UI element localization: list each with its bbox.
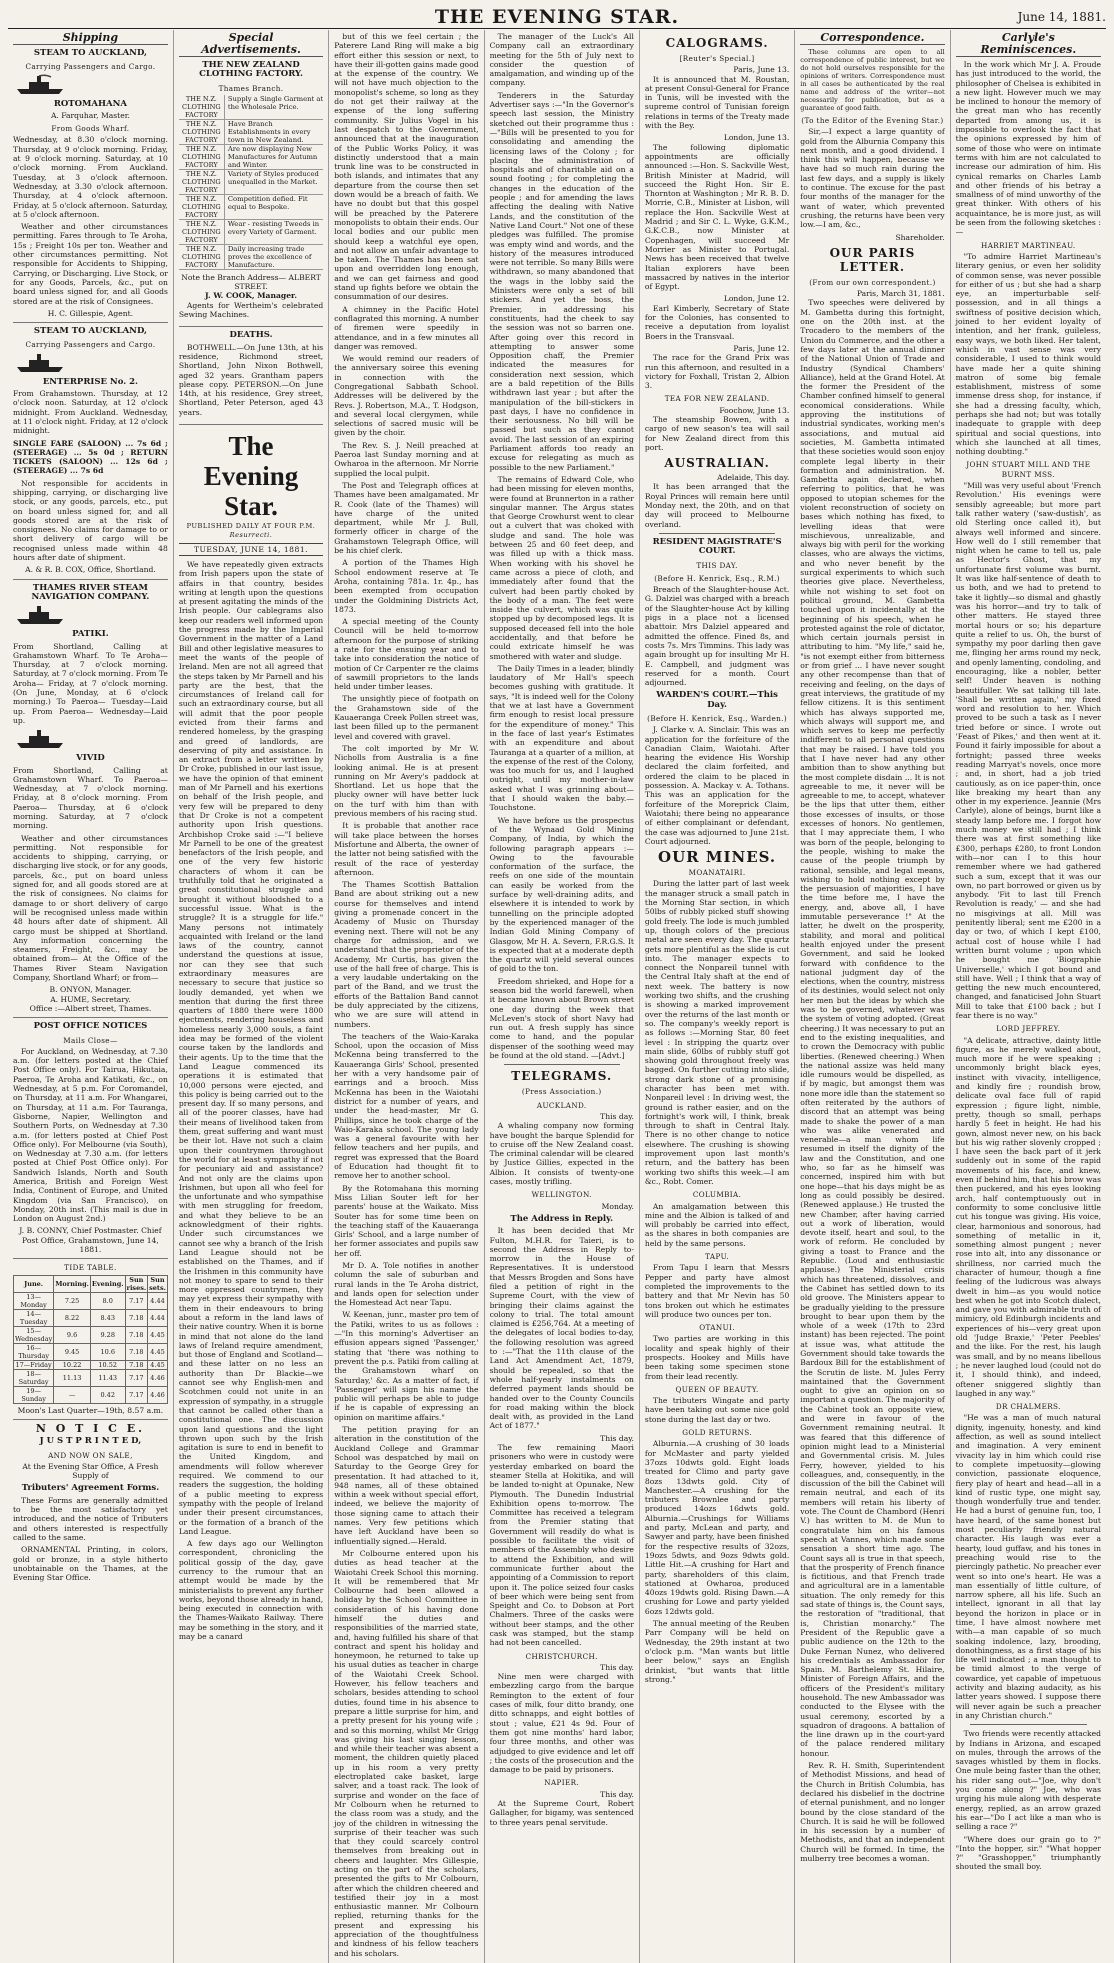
clothing-feature-text: Variety of Styles produced unequalled in the Market. xyxy=(227,169,319,186)
agent-signature: A. & R. B. COX, Office, Shortland. xyxy=(25,565,156,575)
tide-cell: 9.6 xyxy=(54,1326,91,1343)
calograms-heading: CALOGRAMS. xyxy=(665,36,769,50)
tide-cell: 13—Monday xyxy=(14,1292,54,1309)
letter-address: (To the Editor of the Evening Star.) xyxy=(801,116,944,125)
article-paragraph: Alburnia.—A crushing of 30 loads for McMaster and party yielded 37ozs 10dwts gold. Eight loads treated for Climo and party gave 8ozs 13dwts gold. City of Manchester.—A crushing for the tributers Brownlee and party produced 14ozs 16dwts gold. Alburnia.—Crushings for Williams and party, McLean and party, and Sawyer and party, have been finished for the respective results of 32ozs, 19ozs 5dwts, and 9ozs 9dwts gold. Little Hit.—A crushing for Hart and party, shareholders of this claim, stationed at Owharoa, produced 40ozs 19dwts gold. Rising Dawn.—A crushing for Lowe and party yielded 6ozs 12dwts gold. xyxy=(644,1439,790,1616)
article-paragraph: Earl Kimberly, Secretary of State for the Colonies, has consented to receive a deputation from loyalist Boers in the Transvaal. xyxy=(644,303,790,341)
column-correspondence xyxy=(795,30,950,1963)
letter-body: Sir,—I expect a large quantity of gold from the Alburnia Company this next month, and a good dividend. I think this will happen, because we have had so much rain during the last few days, and a supply is likely to continue. The excuse for the past four months of the manager for the want of water, which prevented crushing, the returns have been very low.—I am, &c., xyxy=(800,127,945,230)
article-paragraph: Two friends were recently attacked by Indians in Arizona, and escaped on mules, through the arrows of the savages whistled by them in flocks. One mule being faster than the other, his rider sang out—"Joe, why don't you come along ?" Joe, who was urging his mule along with desperate energy, replied, as an arrow grazed his ear—"Do I act like a man who is selling a race ?" xyxy=(955,1729,1101,1832)
moon-phase: Moon's Last Quarter—19th, 8.57 a.m. xyxy=(17,1405,164,1415)
dateline: Adelaide, This day. xyxy=(717,473,790,483)
section-subtitle: Mails Close— xyxy=(63,1035,118,1045)
article-paragraph: Freedom shrieked, and Hope for a season bid the world farewell, when it became known about Brown street one day during the week that McLeven's stock of short Navy had run out. A fresh supply has since come to hand, and the popular dispenser of the soothing weed may be found at the old stand. —[Advt.] xyxy=(489,976,634,1061)
calograms-source: [Reuter's Special.] xyxy=(679,54,755,63)
column-calograms-mines xyxy=(640,30,795,1963)
column-special-ads xyxy=(174,30,329,1963)
article-paragraph: The Daily Times in a leader, blindly laudatory of Mr Hall's speech becomes gushing with gratitude. It says, "It is indeed well for the Colony that we at last have a Government firm enough to resist local pressure for the expenditure of money." This in the face of last year's Estimates with an expenditure and about Tauranga at a quarter of a million, at the expense of the rest of the Colony, was too much for us, and I laughed outright, until my mother-in-law asked what I was grinning about—that I should waken the baby.—Touchstone. xyxy=(489,663,634,813)
table-row xyxy=(14,1369,168,1386)
ship-name: ENTERPRISE No. 2. xyxy=(42,376,139,387)
manager-signature: J. W. COOK, Manager. xyxy=(205,291,297,301)
schedule-text: From Grahamstown. Thursday, at 12 o'clock noon. Saturday, at 12 o'clock midnight. From Auckland. Wednesday, at 11 o'clock night. Friday, at 12 o'clock midnight. xyxy=(13,389,168,436)
article-paragraph: The manager of the Luck's All Company call an extraordinary meeting for the 5th of July next to consider the question of amalgamation, and winding up of the company. xyxy=(489,32,634,88)
article-paragraph: A whaling company now forming have bought the barque Splendid for to cruise off the New Zealand coast. The criminal calendar will be cleared by Justice Gillies, expected in the Albion. It consists of twenty-one cases, mostly trifling. xyxy=(489,1121,634,1187)
dateline-day: This day. xyxy=(600,1433,634,1443)
article-paragraph: "He was a man of much natural dignity, ingenuity, honesty, and kind affection, as well as sound intellect and imagination. A very eminent vivacity lay in him which could rise to complete impetuosity—glowing conviction, passionate eloquence, fiery play of heart and head—all in a kind of rustic type, one might say, though wonderfully true and tender. He had a burst of genuine fun, too, I have heard, of the same honest but most peculiarly friendly natural character. His laugh was ever a hearty, loud guffaw, and his tones in preaching would rise to the piercingly pathetic. No preacher ever went so into one's heart. He was a man essentially of little culture, of narrow sphere, all his life. Such an intellect, ignorant in all that lay beyond the horizon in place or in time, I have almost nowhere met with—a man capable of so much soaking indolence, lazy, brooding, donothingness, as a first stage of his life well indicated ; a man thought to be timid almost to the verge of cowardice, yet capable of impetuous activity and blazing audacity, as his latter years showed. I suppose there will never again be such a preacher in any Christian church." xyxy=(955,1413,1101,1720)
article-paragraph: Nine men were charged with embezzling cargo from the barque Remington to the extent of four cases of milk, four ditto brandy, one ditto schnapps, and eight bottles of stout ; value, £21 4s 9d. Four of them got nine months' hard labor, four three months, and other was adjudged to give evidence and let off ; the costs of the prosecution and the damage to be paid by prisoners. xyxy=(489,1672,634,1775)
table-row xyxy=(14,1343,168,1360)
tide-cell: 4.44 xyxy=(148,1309,168,1326)
clothing-brand-label: THE N.Z. CLOTHING FACTORY xyxy=(179,120,225,144)
fare-table: SINGLE FARE (SALOON) ... 7s 6d ; (STEERAGE) ... 5s 0d ; RETURN TICKETS (SALOON) ... 12s 6d ; (STEERAGE) ... 7s 6d xyxy=(13,438,168,476)
article-paragraph: Rev. R. H. Smith, Superintendent of Methodist Missions, and head of the Church in British Columbia, has declared his disbelief in the doctrine of eternal punishment, and no longer bound by the close standard of the Church. It is said he will be followed in his secession by a number of Methodists, and that an independent Church will be formed. In time, the mulberry tree becomes a woman. xyxy=(800,1761,945,1864)
list-item xyxy=(179,145,323,170)
article-paragraph: It has been arranged that the Royal Princes will remain here until Monday next, the 20th, and on that day will proceed to Melbourne overland. xyxy=(644,482,790,529)
paris-letter-source: (From our own correspondent.) xyxy=(809,277,936,287)
clothing-feature-text: Wear - resisting Tweeds in every Variety of Garment. xyxy=(227,219,320,236)
clothing-brand-label: THE N.Z. CLOTHING FACTORY xyxy=(179,170,225,194)
ad-thames-river-navigation xyxy=(13,584,168,1019)
notice-body: These Forms are generally admitted to be the most satisfactory yet introduced, and the notice of Tributers and others interested is respectfully called to the same. xyxy=(13,1495,168,1542)
article-paragraph: Two speeches were delivered by M. Gambetta during this fortnight, one on the 20th inst. at the Trocadero to the members of the Union du Commerce, and the other a few days later at the annual dinner of the National Union of Trade and Industry (Syndical Chambers' Alliance), held at the Grand Hotel. At the former the President of the Chamber confined himself to general economical considerations. While approving the institutions of industrial syndicates, working men's associations, and mutual aid societies, M. Gambetta intimated that these societies would soon enjoy complete legal liberty in their formation and administration. M. Gambetta again declared, when referring to politics, that he was opposed to utopian schemes for the violent reconstruction of society on bases which nothing has fixed, to levelling ideas that were mischievous, unrealizable, and always big with peril for the working classes, who are always the victims, and who never benefit by the surgical experiments to which such theories give place. Nevertheless, while not wishing to set foot on political ground, M. Gambetta touched upon it incidentally at the beginning of his speech, when he protested against the role of dictator, which certain journals persist in attributing to him. "My life," said he, "is not exempt either from bitterness or from grief ... I have never sought any other recompense than that of receiving and feeling, on the days of great interviews, the gratitude of my fellow citizens. It is this sentiment which has always supported me, which always will support me, and which serves to keep me perfectly indifferent to all personal questions that may be raised. I have told you that I have never had any other ambition than to show anything but the most complete disdain ... It is not agreeable to me, it never will be agreeable to me, to accept, whatever be the lips that utter them, either those excesses of insults, or those excesses of honors. No gentlemen, that I may appreciate them, I who was born of the people, belonging to the people, wishing to make the cause of the people triumph by rational, sensible, and legal means, wishing to hold nothing except by the persuasion of majorities, I have the time before me, I have the energy, and, above all, I have immutable perseverance !" At the latter, he dwelt on the prosperity, stability, and moral and political health enjoyed under the present Government, and said he looked forward with confidence to the national judgment day of the elections, when the country, mistress of its destinies, would select not only her men but the ideas by which she was to be governed, whatever was the system of voting adopted. (Great cheering.) It was necessary to put an end to the existing inequalities, and to crown the Democracy with public liberties. (Renewed cheering.) When the national assize was held many idle rumours would be dispelled, as if by magic, but amongst them was none more idle than the statement so often reiterated by the authors of discord that an attempt was being made to shake the power of a man who was alike venerated and venerable—a man whom life resumed in itself the dignity of the law and the Constitution, and one who, so far as he himself was concerned, inspired him with but one hope—that his days might be as long as could possibly be desired. (Renewed applause.) He trusted the new Chamber, after having carried out a work of liberation, would devote itself, heart and soul, to the work of reform. He concluded by giving a toast to France and the Republic. (Loud and enthusiastic applause.) The Ministerial crisis which has threatened, dissolves, and the Cabinet has settled down to its old groove. The Ministers appear to be gradually yielding to the pressure brought to bear upon them by the whole of a week (17th to 23rd instant) has been rejected. The point at issue was, what attitude the Government should take towards the Bardoux Bill for the establishment of the Scrutin de liste. M. Jules Ferry maintained that the Government ought to give an opinion on so important a question. The majority of the Cabinet took an opposite view, and were in favour of the Government remaining neutral. It was feared that this difference of opinion might lead to a Ministerial and Governmental crisis. M. Jules Ferry, however, yielded to his colleagues, and, consequently, in the discussion of the bill the Cabinet will remain neutral, and each of its members will retain his liberty of vote. The Count de Chambord (Henri V.) has written to M. de Mun to congratulate him on his famous speech at Vannes, which made some sensation a short time ago. The Count says all is true in that speech, that the prosperity of French finance is fictitious, and that French trade and agricultural are in a lamentable situation. The only remedy for this sad state of things is, the Count says, the restoration of "traditional, that is, Christian monarchy." The President of the Republic gave a public audience on the 12th to the Duke Fernan Nunez, who delivered his credentials as Ambassador for Spain. M. Barthelemy St. Hilaire, Minister of Foreign Affairs, and the officers of the President's military household. The new Ambassador was conducted to the Elysee with the usual ceremony, escorted by a squadron of dragoons. A battalion of the line drawn up in the court-yard of the palace rendered military honour. xyxy=(800,298,945,1758)
table-row xyxy=(14,1326,168,1343)
tide-cell: 18—Saturday xyxy=(14,1369,54,1386)
correspondence-header: Correspondence. xyxy=(800,32,944,45)
list-item xyxy=(179,220,323,245)
article-paragraph: Tenderers in the Saturday Advertiser says :—"In the Governor's speech last session, the Ministry sketched out their programme thus :—"Bills will be presented to you for consolidating and amending the licensing laws of the Colony ; for placing the administration of hospitals and of charitable aid on a sound footing ; for completing the changes in the education of the people ; and for amending the laws affecting the dealing with Native Lands, and the constitution of the Native Land Court." Not one of these pledges was fulfilled. The promise was empty wind and words, and the history of the measures introduced were not terrible. So many Bills were withdrawn, so many abandoned that the wags in the lobby said the Ministers were only a set of bill stickers. And yet the boss, the Premier, in addressing his constituents, had the cheek to say the session was not so barren one. After going over this record in attempting to answer some Opposition chaff, the Premier indicated the measures for consideration next session, which are a bald repetition of the Bills withdrawn last year ; but after the manipulation of the bill-stickers in past days, I have no confidence in their seriousness. No bill will be passed but such as they cannot avoid. The last session of an expiring Parliament affords too ready an excuse for relegating as much as possible to the new Parliament." xyxy=(489,90,634,472)
ad-steam-auckland-1 xyxy=(13,49,168,323)
post-office-notices xyxy=(13,1022,168,1259)
carlyle-header: Carlyle's Reminiscences. xyxy=(956,32,1101,57)
tide-cell: 7.18 xyxy=(125,1343,148,1360)
dateline-napier: NAPIER. xyxy=(544,1778,580,1788)
ad-title: STEAM TO AUCKLAND, xyxy=(33,48,147,58)
editorial-date: TUESDAY, JUNE 14, 1881. xyxy=(179,543,323,556)
article-paragraph: "Where does our grain go to ?" "Into the hopper, sir." "What hopper ?" "Grasshopper," triumphantly shouted the small boy. xyxy=(955,1834,1101,1872)
article-paragraph: "A delicate, attractive, dainty little figure, as he merely walked about, much more if he were speaking ; uncommonly bright black eyes, instinct with vivacity, intelligence, and kindly fire ; roundish brow, delicate oval face full of rapid expression ; figure light, nimble, pretty, though so small, perhaps hardly 5 feet in height. He had his gown, almost never new, on his back but his wig rather slovenly cropped ; I have seen the back part of it jerk suddenly out in some of the rapid movements of his face, and knew, even if behind him, that his brow was then puckered, and his eyes looking arch, half contemptuously out in conformity to some conclusive little cut his tongue was giving. His voice, clear, harmonious and sonorous, had something of metallic in it, something almost pungent ; never rose into alt, into any dissonance or shrillness, nor carried much the character of humour, though a fine feeling of the ludicrous was always dwelt in him—as you would notice best when he got into Scotch dialect, and gave you with admirable truth of mimicry, old Edinburgh incidents and experiences of his—very great upon old 'Judge Braxie,' 'Peter Peebles' and the like. For the rest, his laugh was small, and by no means libellous ; he never laughed loud (could not do it, I should think), and indeed, oftener sniggered slightly than laughed in any way." xyxy=(955,1035,1101,1398)
dateline: London, June 12. xyxy=(723,294,790,304)
tide-cell: — xyxy=(54,1386,91,1403)
article-paragraph: The steamship Bowen, with a cargo of new season's tea will sail for New Zealand direct from this port. xyxy=(644,414,790,452)
article-paragraph: The tributers Wingate and party have been taking out some nice gold stone during the last day or two. xyxy=(644,1396,790,1424)
dateline-day: Monday. xyxy=(601,1201,634,1211)
article-paragraph: The unsightly piece of footpath on the Grahamstown side of the Kauaeranga Creek Pollen street was, last been filled up to the permanent level and covered with gravel. xyxy=(334,694,479,741)
article-paragraph: but of this we feel certain ; the Paterere Land Ring will make a big effort either this session or next, to have their ill-gotten gains made good at the expense of the country. We will not have much objection to the monopolist's scheme, so long as they do not get their railway at the expense of the long suffering community. Sir Julius Vogel in his last despatch to the Government, announced that at the inauguration of the Public Works Policy, it was distinctly understood that a main trunk line was to be constructed in both islands, and intimates that any departure from the course then set down would be a breach of faith. We have no doubt but that this gospel will be preached by the Paterere monopolists to obtain their ends. Our local bodies and our public men should keep a watchful eye open, and not allow an unfair advantage to be taken. The Thames has been sat upon and overridden long enough, and we can get fairness and good stand up fights before we obtain the consummation of our desires. xyxy=(334,32,479,302)
agent-signature: A. HUME, Secretary. xyxy=(50,994,131,1004)
tide-column-header: June. xyxy=(14,1275,54,1292)
branch-address: Note the Branch Address— ALBERT STREET. xyxy=(181,272,321,292)
dateline-wellington: WELLINGTON. xyxy=(531,1190,592,1200)
special-ads-header: Special Advertisements. xyxy=(179,32,323,57)
article-paragraph: A chimney in the Pacific Hotel conflagrated this morning. A number of firemen were speedily in attendance, and in a few minutes all danger was removed. xyxy=(334,304,479,351)
tide-cell: 7.18 xyxy=(125,1309,148,1326)
article-paragraph: By the Rotomahana this morning Miss Lilian Souter left for her parents' house at the Waikato. Miss Souter has for some time been on the teaching staff of the Kauaeranga Girls' School, and a large number of her former associates and pupils saw her off. xyxy=(334,1183,479,1258)
clothing-feature-text: Have Branch Establishments in every town in New Zealand. xyxy=(227,119,311,144)
article-paragraph: It is announced that M. Roustan, at present Consul-General for France in Tunis, will be invested with the supreme control of Tunisian foreign relations in terms of the Treaty made with the Bey. xyxy=(644,74,790,131)
section-title: DEATHS. xyxy=(229,330,273,341)
departure-wharf: From Goods Wharf. xyxy=(51,124,130,134)
tide-cell: 7.17 xyxy=(125,1386,148,1403)
ship-name: ROTOMAHANA xyxy=(53,98,128,109)
ad-steam-auckland-2 xyxy=(13,327,168,580)
mine-name: MOANATAIRI. xyxy=(688,868,746,878)
mine-name: QUEEN OF BEAUTY. xyxy=(675,1384,759,1394)
ad-title: THAMES RIVER STEAM NAVIGATION COMPANY. xyxy=(31,582,150,602)
article-paragraph: The Rev. S. J. Neill preached at Paeroa last Sunday morning and at Owharoa in the afternoon. Mr Norrie supplied the local pulpit. xyxy=(334,440,479,478)
agents-note: Agents for Wertheim's celebrated Sewing Machines. xyxy=(178,300,324,320)
mine-name: TAPU. xyxy=(705,1252,730,1262)
clothing-brand-label: THE N.Z. CLOTHING FACTORY xyxy=(179,220,225,244)
clothing-feature-text: Are now displaying New Manufactures for Autumn and Winter. xyxy=(227,144,318,169)
telegrams-source: (Press Association.) xyxy=(521,1087,602,1097)
article-paragraph: The remains of Edward Cole, who had been missing for eleven months, were found at Brunnerton in a rather singular manner. The Argus states that George Crowhurst went to clear out a culvert that was choked with sludge and sand. The hole was between 25 and 60 feet deep, and was filled up with a thick mass. When working with his shovel he came across a piece of cloth, and immediately after found that the culvert had been partly choked by the body of a man. The feet were inside the culvert, which was quite stopped up by decomposed legs. It is supposed deceased fell into the hole accidentally, and that before he could extricate himself he was smothered with water and sludge. xyxy=(489,474,634,661)
mine-name: COLUMBIA. xyxy=(692,1190,742,1200)
article-paragraph: J. Clarke v. A. Sinclair. This was an application for the forfeiture of the Canadian Claim, Waiotahi. After hearing the evidence His Worship declared the claim forfeited, and ordered the claim to be placed in possession. A. Mackay v. A. Tothans. This was an application for the forfeiture of the Moreprick Claim, Waiotahi; there being no appearance of either complainant or defendant, the case was adjourned to June 21st. Court adjourned. xyxy=(644,725,790,846)
ad-title: THE NEW ZEALAND CLOTHING FACTORY. xyxy=(199,60,303,80)
list-item xyxy=(179,170,323,195)
dateline-day: This day. xyxy=(600,1662,634,1672)
article-paragraph: A special meeting of the County Council will be held to-morrow afternoon for the purpose of striking a rate for the ensuing year and to take into consideration the notice of motion of Cr Carpenter re the claims of sawmill proprietors to the lands held under timber leases. xyxy=(334,617,479,692)
mail-schedule: For Auckland, on Wednesday, at 7.30 a.m. (for letters posted at the Chief Post Office only). For Tairua, Hikutaia, Paeroa, Te Aroha and Katikati, &c., on Wednesday, at 5 p.m. For Coromandel, on Thursday, at 11 a.m. For Whangarei, on Thursday, at 11 a.m. For Tauranga, Gisborne, Napier, Wellington and Southern Ports, on Wednesday at 7.30 a.m. (for letters posted at Chief Post Office only). For Melbourne (via South), on Wednesday at 7.30 a.m. (for letters posted at Chief Post Office only). For Sandwich Islands, North and South America, British and Foreign West India, Continent of Europe, and United Kingdom (via San Francisco), on Monday, 20th inst. (This mail is due in London on August 2nd.) xyxy=(13,1046,168,1224)
tide-cell: 17—Friday xyxy=(14,1360,54,1369)
article-paragraph: "Mill was very useful about 'French Revolution.' His evenings were sensibly agreeable; but more part talk rather watery ('saw-dustish', as old Sterling once called it), but always well informed and sincere. How well do I still remember that night when he came to tell us, pale as Hector's Ghost, that my unfortunate first volume was burnt. It was like half-sentence of death to us both, and we had to pretend to take it lightly—so dismal and ghastly was his horror—and try to talk of other matters. He stayed three mortal hours or so; his departure quite a relief to us. Oh, the burst of sympathy my poor darling then gave me, flinging her arms round my neck, and openly lamenting, condoling, and encouraging, like a nobler, better self! Under heaven is nothing beautifuller. We sat talking till late. 'Shall be written again,' my fixed word and resolution to her. Which proved to be such a task as I never tried before or since. I wrote out 'Feast of Pikes,' and then went at it. Found it fairly impossible for about a fortnight; passed three weeks reading Marryat's novels, once more ; and, in short, had a job tried cautiously, as on ice paper-thin, once like breaking my heart than any other in my experience. Jeannie (Mrs Carlyle), alone of beings, burnt like a steady lamp before me. I forgot how much money we still had ; I think there was at first something like £300, perhaps £280, to front London with—nor can I to this hour remember where we had gathered such a sum, except that it was our own, no part borrowed or given us by anybody. 'Fit to last till French Revolution is ready,' — and she had no misgivings at all. Mill was penitently liberal; sent me £200 in a day or two, of which I kept £100, actual cost of house while I had written burnt volume ; upon which he bought me 'Biographie Universelle,' which I got bound and still have. Well ; I think that a way of getting the new much encountered, changed, and fanaticised John Stuart Mill to take that £100 back ; but I fear there is no way." xyxy=(955,481,1101,1020)
subheading: LORD JEFFREY. xyxy=(996,1024,1061,1034)
clothing-features-list xyxy=(179,95,323,270)
clothing-brand-label: THE N.Z. CLOTHING FACTORY xyxy=(179,245,225,269)
tide-cell: 8.22 xyxy=(54,1309,91,1326)
article-paragraph: Mr D. A. Tole notifies in another column the sale of suburban and rural lands in the Te Aroha district, and lands open for selection under the Homestead Act near Tapu. xyxy=(334,1261,479,1308)
clothing-feature-text: Supply a Single Garment at the Wholesale Price. xyxy=(227,94,324,111)
deaths-section xyxy=(179,331,323,425)
tide-cell: 10.6 xyxy=(90,1343,125,1360)
newspaper-title: THE EVENING STAR. xyxy=(434,6,680,28)
list-item xyxy=(179,95,323,120)
telegrams-heading: TELEGRAMS. xyxy=(511,1069,613,1084)
steamship-icon xyxy=(15,74,67,96)
article-paragraph: The race for the Grand Prix was run this afternoon, and resulted in a victory for Foxhall, Tristan 2, Albion 3. xyxy=(644,353,790,391)
article-paragraph: From Tapu I learn that Messrs Pepper and party have almost completed the improvements to the battery and that Mr Nevin has 50 tons broken out which he estimates will produce two ounces per ton. xyxy=(644,1263,790,1319)
schedule-text: From Shortland, Calling at Grahamstown Wharf. To Te Aroha— Thursday, at 7 o'clock morning. Saturday, at 7 o'clock morning. From Te Aroha— Friday, at 7 o'clock morning. (On June, Monday, at 6 o'clock morning.) To Paeroa— Tuesday—Laid up. From Paeroa— Wednesday—Laid up. xyxy=(13,641,168,725)
divider xyxy=(659,533,775,534)
notice-printing xyxy=(13,1421,168,1583)
dateline: Paris, March 31, 1881. xyxy=(856,289,945,299)
article-paragraph: The petition praying for an alteration in the constitution of the Auckland College and Grammar School was despatched by mail on Saturday to the George Grey for presentation. It had attached to it, 948 names, all of these obtained within a week without special effort, indeed, we believe the majority of those signing came to attach their names. Very few petitions which have left Auckland have been so influentially signed.—Herald. xyxy=(334,1425,479,1546)
article-paragraph: The following diplomatic appointments are officially announced :—Hon. S. Sackville West, British Minister at Madrid, will succeed the Right Hon. Sir E. Thornton at Washington ; Mr R. B. D. Morrie, C.B., Minister at Lisbon, will replace the Hon. Sackville West at Madrid ; and Sir C. L. Wyke, G.K.M., G.K.C.B., now Minister at Copenhagen, will succeed Mr Morrier as Minister to Portugal. News has been received that twelve Italian explorers have been massacred by natives in the interior of Egypt. xyxy=(644,142,790,292)
notice-forms: Tributers' Agreement Forms. xyxy=(21,1483,160,1494)
column-news-telegrams xyxy=(485,30,640,1963)
ship-name: PATIKI. xyxy=(72,629,109,640)
subheading: JOHN STUART MILL AND THE BURNT MSS. xyxy=(966,460,1091,479)
agent-signature: B. ONYON, Manager. xyxy=(49,985,132,995)
dateline: London, June 13. xyxy=(723,133,790,143)
dateline: Paris, June 12. xyxy=(733,343,790,353)
ship-name: VIVID xyxy=(76,753,105,764)
divider xyxy=(504,1064,620,1065)
deaths-text: BOTHWELL.—On June 13th, at his residence, Richmond street, Shortland, John Nixon Bothwell, aged 32 years. Grantham papers please copy. PETERSON.—On June 14th, at his residence, Grey street, Shortland, Peter Peterson, aged 43 years. xyxy=(178,342,324,417)
notice-subtitle: J U S T P R I N T E D, xyxy=(39,1436,142,1447)
tide-cell: 19—Sunday xyxy=(14,1386,54,1403)
tide-cell: 7.17 xyxy=(125,1292,148,1309)
mine-name: GOLD RETURNS. xyxy=(682,1428,753,1438)
tide-column-header: Sun rises. xyxy=(126,1275,147,1292)
article-paragraph: "To admire Harriet Martineau's literary genius, or even her solidity of common sense, was never possible for either of us ; but she had a sharp eye, an imperturbable self-possession, and in all things a swiftness of positive decision which, joined to her evident loyalty of intention, and her frank, guileless, easy ways, we both liked. Her talent, which in vast sense was very considerable, I used to think would have made her a quite shining matron of some big female establishment, mistress of some immense dress shop, for instance, if she had a dressing faculty, which, perhaps she had not; but was totally inadequate to grapple with deep spiritual and social questions, into which she launched at all times, nothing doubting." xyxy=(955,251,1101,457)
subheading: TEA FOR NEW ZEALAND. xyxy=(664,394,770,404)
editorial-masthead xyxy=(179,431,323,556)
tide-cell: 4.45 xyxy=(148,1326,168,1343)
article-paragraph: We would remind our readers of the anniversary soiree this evening in connection with the Congregational Sabbath School. Addresses will be delivered by the Revs. J. Robertson, M.A., T. Hodgson, and several local clergymen, while selections of sacred music will be given by the choir. xyxy=(334,354,479,438)
section-title: TIDE TABLE. xyxy=(64,1263,117,1273)
article-paragraph: We have before us the prospectus of the Wynaad Gold Mining Company, of India, by which the following paragraph appears :—Owing to the favourable conformation of the surface, the reefs on one side of the mountain can easily be worked from the surface by well-draining adits, and elsewhere it is intended to work by tunnelling on the principle adopted by the experienced manager of the Indian Gold Mining Company of Glasgow, Mr H. A. Severn, F.R.G.S. It is expected that at a moderate depth the quartz will yield several ounces of gold to the ton. xyxy=(489,815,634,974)
tide-cell: 7.17 xyxy=(125,1369,148,1386)
notice-title: N O T I C E. xyxy=(35,1421,145,1435)
article-paragraph: An amalgamation between this mine and the Albion is talked of and will probably be carried into effect, as the shares in both companies are held by the same persons. xyxy=(644,1201,790,1248)
court-day: THIS DAY. xyxy=(696,560,738,570)
editorial-text: We have repeatedly given extracts from Irish papers upon the state of affairs in that country, besides writing at length upon the questions at present agitating the minds of the Irish people. Our cablegrams also keep our readers well informed upon the progress made by the Imperial Government in the matter of a Land Bill and other legislative measures to meet the wants of the people of Ireland. Men are not all agreed that the steps taken by Mr Parnell and his party are the best, that the circumstances of Ireland call for such an extraordinary course, but all will admit that the poor people evicted from their farms and rendered homeless, by the grasping and greed of landlords, are deserving of pity and assistance. In an extract from a letter written by Dr Croke, published in our last issue, we have the opinion of that eminent man of Mr Parnell and his exertions on behalf of the Irish people, and very few will be prepared to deny that Dr Croke is not a competent authority upon Irish questions. Archbishop Croke said :—"I believe Mr Parnell to be one of the greatest benefactors of the Irish people, and one of the very few historic characters of whom it can be truthfully told that he originated a great constitutional struggle and brought it without bloodshed to a successful issue. What is the struggle? It is a struggle for life." Many persons not intimately acquainted with Ireland or the land laws of the country, cannot understand the questions at issue, nor can they see that such extraordinary measures are necessary to secure that justice so loudly demanded, yet when we mention that during the first three quarters of 1880 there were 1800 ejectments, rendering houseless and homeless nearly 3,000 souls, a faint idea may be formed of the violent course taken by the landlords and their agents. Up to the time that the Land League commenced its operations it is estimated that 10,000 persons were ejected, and this policy is being carried out to the present day. If so many persons, and all of the poorer classes, have had their means of livelihood taken from them, great suffering and want must be their lot. Have not such a claim upon their countrymen throughout the world for at least sympathy if not for pecuniary aid and assistance? And not only are the claims upon Irishmen, but upon all who feel for the unfortunate and who sympathise with men struggling for freedom, and what they believe to be an acknowledgment of their rights. Under such circumstances we cannot see why a branch of the Irish Land League should not be established on the Thames, and if the Irishmen in this community have not money to spare to send to their more oppressed countrymen, they may yet express their sympathy with them in their endeavours to bring about a reform in the land laws of their native country. When it is borne in mind that not alone do the land laws of Ireland require amendment, but those of England and Scotland—and these latter on no less an authority than Dr Blackie—we cannot see why English-men and Scotchmen could not unite in an expression of sympathy, in a struggle that cannot be called other than a constitutional one. The discussion upon land questions and the light thrown upon such by the Irish agitation is sure to end in benefit to the United Kingdom, and amendments will follow wherever required. We commend to our readers the suggestion, the holding of a public meeting to express sympathy with the people of Ireland under their present circumstances, or the formation of a branch of the Land League. xyxy=(178,559,324,1536)
masthead xyxy=(8,4,1106,29)
tide-cell: 9.28 xyxy=(90,1326,125,1343)
notice-ornamental: ORNAMENTAL Printing, in colors, gold or bronze, in a style hitherto unobtainable on the Thames, at the Evening Star Office. xyxy=(13,1545,168,1583)
tide-table xyxy=(13,1275,168,1404)
tide-cell: 8.43 xyxy=(90,1309,125,1326)
tide-cell: 7.18 xyxy=(125,1326,148,1343)
tide-cell: 4.46 xyxy=(148,1386,168,1403)
dateline: Foochow, June 13. xyxy=(719,405,790,415)
article-paragraph: The Post and Telegraph offices at Thames have been amalgamated. Mr R. Cook (late of the Thames) will have charge of the united department, while Mr J. Bull, formerly officer in charge of the Grahamstown Telegraph Office, will be his chief clerk. xyxy=(334,480,479,556)
tide-cell: 4.44 xyxy=(148,1292,168,1309)
article-paragraph: The Thames Scottish Battalion Band are about striking out a new course for themselves and intend giving a promenade concert in the Academy of Music on Thursday evening next. There will not be any charge for admission, and we understand that the proprietor of the Academy, Mr Curtis, has given the use of the hall free of charge. This is a very laudable undertaking on the part of the Band, and we trust the efforts of the Battalion Band cannot be duly appreciated by the citizens, who we are sure will attend in numbers. xyxy=(334,880,479,1029)
ad-subtitle: Thames Branch. xyxy=(218,83,284,93)
court-before: (Before H. Kenrick, Esq., R.M.) xyxy=(654,573,781,583)
divider xyxy=(970,1724,1087,1725)
tide-cell: 11.13 xyxy=(54,1369,91,1386)
dateline-auckland: AUCKLAND. xyxy=(536,1100,587,1110)
tide-cell: 0.42 xyxy=(90,1386,125,1403)
weather-notice: Weather and other circumstances permitting. Fares through to Te Aroha, 15s ; Freight 10s per ton. Weather and other circumstances permitting. Not responsible for Accidents to Shipping, Carrying, or Discharging. Live Stock, or for any Goods, Parcels, &c., put on board unless signed for, and all Goods stored are at the risk of Consignees. xyxy=(13,222,168,306)
court-heading: RESIDENT MAGISTRATE'S COURT. xyxy=(652,536,782,557)
dateline-day: This day. xyxy=(600,1111,634,1121)
clothing-feature-text: Daily increasing trade proves the excellence of Manufacture. xyxy=(227,244,312,269)
shipping-header: Shipping xyxy=(13,32,168,45)
article-paragraph: A portion of the Thames High School endowment reserve at Te Aroha, containing 781a. 1r. 4p., has been exempted from occupation under the Goldmining Districts Act, 1873. xyxy=(334,558,479,614)
article-paragraph: Two parties are working in this locality and speak highly of their prospects. Hookey and Mills have been taking some specimen stone from their lead recently. xyxy=(644,1334,790,1381)
paris-letter-heading: OUR PARIS LETTER. xyxy=(829,245,916,274)
tide-cell: 11.43 xyxy=(90,1369,125,1386)
subheading: DR CHALMERS. xyxy=(995,1402,1061,1412)
subheading: HARRIET MARTINEAU. xyxy=(981,240,1076,250)
agent-signature: H. C. Gillespie, Agent. xyxy=(47,308,134,318)
section-title: POST OFFICE NOTICES xyxy=(33,1021,148,1032)
tide-cell: 15—Wednesday xyxy=(15,1326,53,1343)
newspaper-nameplate: The Evening Star. xyxy=(203,431,299,522)
notice-subtitle-2: AND NOW ON SALE, xyxy=(48,1450,133,1460)
article-paragraph: The annual meeting of the Reuben Parr Company will be held on Wednesday, the 29th instant at two o'clock p.m. "Man wants but little beer below," says an English drinkist, "but wants that little strong." xyxy=(644,1619,790,1684)
dateline: Paris, June 13. xyxy=(733,65,790,75)
dateline-christchurch: CHRISTCHURCH. xyxy=(525,1651,598,1661)
steamship-icon xyxy=(15,728,67,750)
clothing-brand-label: THE N.Z. CLOTHING FACTORY xyxy=(179,95,225,119)
liability-notice: Weather and other circumstances permitting. Not responsible for accidents to shipping, carrying, or discharging live stock, or for any goods, parcels, &c., put on board unless signed for, and all goods stored are at the risk of consignees. No claims for damage to or short delivery of cargo will be recognised unless made within 48 hours after date of shipment. All cargo must be shipped at Shortland. Any information concerning the steamers, Freight, &c., may be obtained from— At the Office of the Thames River Steam Navigation Company, Shortland Wharf; or from— xyxy=(13,833,168,983)
office-address: Office :—Albert street, Thames. xyxy=(29,1003,152,1013)
subheading: The Address in Reply. xyxy=(510,1213,614,1224)
tide-cell: 10.52 xyxy=(90,1360,125,1369)
article-paragraph: It is probable that another race will take place between the horses Misfortune and Alberta, the owner of the latter not being satisfied with the result of the race of yesterday afternoon. xyxy=(334,821,479,877)
ad-subtitle: Carrying Passengers and Cargo. xyxy=(25,340,156,350)
issue-date: June 14, 1881. xyxy=(1017,10,1106,24)
dateline-day: This day. xyxy=(600,1789,634,1799)
article-paragraph: The colt imported by Mr W. Nicholls from Australia is a fine looking animal. He is at present running on Mr Avery's paddock at Shortland. Let us hope that the plucky owner will have better luck on the turf with him than with previous members of his racing stud. xyxy=(334,743,479,819)
australian-heading: AUSTRALIAN. xyxy=(664,456,770,471)
tide-cell: 4.45 xyxy=(148,1360,168,1369)
tide-cell: 4.46 xyxy=(148,1369,168,1386)
motto: Resurrecti. xyxy=(229,531,273,540)
table-row xyxy=(14,1292,168,1309)
ad-nz-clothing-factory xyxy=(179,61,323,327)
steamship-icon xyxy=(15,352,67,374)
column-carlyle xyxy=(951,30,1106,1963)
article-paragraph: Mr Colbourne entered upon his duties as head teacher at the Waiotahi Creek School this morning. It will be remembered that Mr Colbourne had been allowed a holiday by the School Committee in consideration of his having done himself the duties and responsibilities of the married state, and, having fulfilled his share of that contract and spent his holiday and honeymoon, he returned to take up his usual duties as teacher in charge of the Waiotahi Creek School. However, his fellow teachers and scholars, besides attending to school duties, found time in his absence to prepare a little surprise for him, and a pretty present for his young wife ; and so this morning, whilst Mr Grigg was giving his last singing lesson, and while their teacher was absent a moment, the children quietly placed up in his room a very pretty electroplated cake basket, large salver, and a toast rack. The look of surprise and wonder on the face of Mr Colbourn when he returned to the class room was a study, and the joy of the children in witnessing the surprise of their teacher was such that they could scarcely control themselves from breaking out in cheers and laughter. Mrs Gillespie, acting on the part of the scholars, presented the gifts to Mr Colbourn, after which the children cheered and testified their joy in a most enthusiastic manner. Mr Colbourn replied, returning thanks for the present and expressing his appreciation of the thoughtfulness and kindness of his fellow teachers and his scholars. xyxy=(334,1548,479,1958)
clothing-feature-text: Competition defied. Fit equal to Bespoke. xyxy=(227,194,308,211)
tide-cell: 14—Tuesday xyxy=(14,1309,54,1326)
court-heading: WARDEN'S COURT.—This Day. xyxy=(656,690,778,710)
tide-table-section xyxy=(13,1263,168,1420)
ship-master: A. Farquhar, Master. xyxy=(50,110,130,120)
schedule-text: Wednesday, at 8.30 o'clock morning. Thursday, at 9 o'clock morning. Friday, at 9 o'clock morning. Saturday, at 10 o'clock morning. From Auckland. Tuesday, at 3 o'clock afternoon. Wednesday, at 3.30 o'clock afternoon. Thursday, at 4 o'clock afternoon. Friday, at 5 o'clock afternoon. Saturday, at 5 o'clock afternoon. xyxy=(13,135,168,219)
table-row xyxy=(14,1309,168,1326)
tide-cell: 4.45 xyxy=(148,1343,168,1360)
tide-cell: 9.45 xyxy=(54,1343,91,1360)
steamship-icon xyxy=(15,604,67,626)
liability-notice: Not responsible for accidents in shipping, carrying, or discharging live stock, or any goods, parcels, etc., put on board unless signed for, and all goods stored are at the risk of consignees. No claims for damage to or short delivery of cargo will be recognised unless made within 48 hours after date of shipment. xyxy=(13,478,168,563)
tide-column-header: Morning. xyxy=(54,1275,91,1292)
table-row xyxy=(14,1386,168,1403)
ad-subtitle: Carrying Passengers and Cargo. xyxy=(25,62,156,72)
article-paragraph: Breach of the Slaughter-house Act. G. Dalziel was charged with a breach of the Slaughter-house Act by killing pigs in a place not a licensed abattoir. Mrs Dalziel appeared and admitted the offence. Fined 8s, and costs 7s. Mrs Timmins. This lady was again brought up for insulting Mr H. E. Campbell, and judgment was reserved for a month. Court adjourned. xyxy=(644,585,790,688)
article-paragraph: During the latter part of last week the manager struck a small patch in the Morning Star section, in which 50lbs of rubbly picked stuff showing gold freely. The lode is much jumbled up, though colors of the precious metal are seen every day. The quartz gets more plentiful as the slide is cut into. The manager expects to connect the Nonpareil tunnel with the Central Italy shaft at the end of next week. The battery is now working two shifts, and the crushing is showing a marked improvement over the returns of the last month or so. The company's weekly report is as follows :—Morning Star, 80 feet level : In stripping the quartz over main slide, 60lbs of rubbly stuff got showing gold throughout freely was bagged. On further cutting into slide, strong dark stone of a promising character has been met with. Nonpareil level : In driving west, the ground is rather easier, and on the fortnight's work will, I think, break through to shaft in Central Italy. There is no other change to notice elsewhere. The crushing is showing improvement upon last month's return, and the battery has been working two shifts this week.—I am &c., Robt. Comer. xyxy=(644,879,790,1186)
tide-cell: 7.25 xyxy=(54,1292,91,1309)
mine-name: OTANUI. xyxy=(699,1323,735,1333)
list-item xyxy=(179,195,323,220)
schedule-text: From Shortland, Calling at Grahamstown Wharf. To Paeroa— Wednesday, at 7 o'clock morning. Friday, at 8 o'clock morning. From Paeroa— Thursday, at 6 o'clock morning. Saturday, at 7 o'clock morning. xyxy=(13,765,168,831)
tide-cell: 16—Thursday xyxy=(14,1343,54,1360)
ad-title: STEAM TO AUCKLAND, xyxy=(33,326,147,337)
court-before: (Before H. Kenrick, Esq., Warden.) xyxy=(647,714,788,723)
article-paragraph: At the Supreme Court, Robert Gallagher, for bigamy, was sentenced to three years penal servitude. xyxy=(489,1799,634,1827)
tide-cell: 8.0 xyxy=(90,1292,125,1309)
clothing-brand-label: THE N.Z. CLOTHING FACTORY xyxy=(179,145,225,169)
editorial-text-2: A few days ago our Wellington correspondent, chronicling the political gossip of the day, gave currency to the rumour that an attempt would be made by the ministerialists to prevent any further works, beyond those already in hand, being executed in connection with the Thames-Waikato Railway. There may be something in the story, and it may be a canard xyxy=(178,1539,324,1642)
article-paragraph: The teachers of the Waio-Karaka School, upon the occasion of Miss McKenna being transferred to the Kauaeranga Girls' School, presented her with a very handsome pair of earrings and a brooch. Miss McKenna has been in the Waiotahi district for a number of years, and under the head-master, Mr G. Phillips, since he took charge of the Waio-Karaka school. The young lady was a general favourite with her fellow teachers and her pupils, and regret was expressed that the Board of Education had thought fit to remove her to another school. xyxy=(334,1031,479,1181)
postmaster-signature: J. B. CONNY, Chief Postmaster. Chief Post Office, Grahamstown, June 14, 1881. xyxy=(19,1226,162,1255)
list-item xyxy=(179,120,323,145)
tide-column-header: Evening. xyxy=(90,1275,125,1292)
tide-cell: 10.22 xyxy=(54,1360,91,1369)
list-item xyxy=(179,245,323,270)
article-paragraph: In the work which Mr J. A. Froude has just introduced to the world, the philosopher of Chelsea is exhibited in a new light. However much we may be inclined to honour the memory of the great man who has recently departed from among us, it is impossible to overlook the fact that the opinions expressed by him of some of those who were on intimate terms with him are not calculated to increase our admiration of him. His cynical remarks on Charles Lamb and other friends of his betray a smallness of of mind unworthy of the great thinker. With others of his acquaintance, he is more just, as will be seen from the following sketches :— xyxy=(955,60,1101,237)
table-row xyxy=(14,1360,168,1369)
clothing-brand-label: THE N.Z. CLOTHING FACTORY xyxy=(179,195,225,219)
article-paragraph: W. Keenan, junr., master pro tem of the Patiki, writes to us as follows :—"In this morning's Advertiser an effusion appears signed 'Passenger,' stating that 'there was nothing to prevent the p.s. Patiki from calling at the Grahamstown wharf on Saturday,' &c. As a matter of fact, if 'Passenger' will sign his name the public will perhaps be able to judge if he is capable of expressing an opinion on maritime affairs." xyxy=(334,1310,479,1422)
publication-note: PUBLISHED DAILY AT FOUR P.M. xyxy=(186,522,316,531)
notice-text: At the Evening Star Office, A Fresh Supply of xyxy=(22,1461,159,1481)
article-paragraph: It has been decided that Mr Fulton, M.H.R. for Taieri, is to second the Address in Reply to-morrow in the House of Representatives. It is understood that Messrs Brogden and Sons have filed a petition of right in the Supreme Court, with the view of bringing their claims against the colony to trial. The total amount claimed is £256,764. At a meeting of the delegates of local bodies to-day, the following resolution was agreed to :—"That the 11th clause of the Land Act Amendment Act, 1879, should be repealed, so that the whole half-yearly instalments on deferred payment lands should be handed over to the County Councils for road making within the block dealt with, as provided in the Land Act of 1877." xyxy=(489,1226,634,1431)
editorial-disclaimer: These columns are open to all correspondence of public interest, but we do not hold ourselves responsible for the opinions of writers. Correspondence must in all cases be authenticated by the real name and address of the writer—not necessarily for publication, but as a guarantee of good faith. xyxy=(800,48,945,112)
article-paragraph: The few remaining Maori prisoners who were in custody were yesterday embarked on board the steamer Stella at Hokitika, and will be landed to-night at Opunake, New Plymouth. The Dunedin Industrial Exhibition opens to-morrow. The Committee has received a telegram from the Premier stating that Government will readily do what is possible to facilitate the visit of members of the Assembly who desire to attend the Exhibition, and will communicate further about the appointing of a Commission to report upon it. The police seized four casks of beer which were being sent from Speight and Co. to Dobson at Port Chalmers. Three of the casks were without beer stamps, and the other cask was stamped, but the stamp had not been cancelled. xyxy=(489,1443,634,1648)
tide-cell: 7.18 xyxy=(125,1360,148,1369)
column-local-news xyxy=(329,30,484,1963)
page-columns xyxy=(8,30,1106,1958)
tide-column-header: Sun sets. xyxy=(149,1275,166,1292)
column-shipping xyxy=(8,30,174,1963)
letter-signature: Shareholder. xyxy=(895,232,945,242)
mines-heading: OUR MINES. xyxy=(658,848,777,867)
